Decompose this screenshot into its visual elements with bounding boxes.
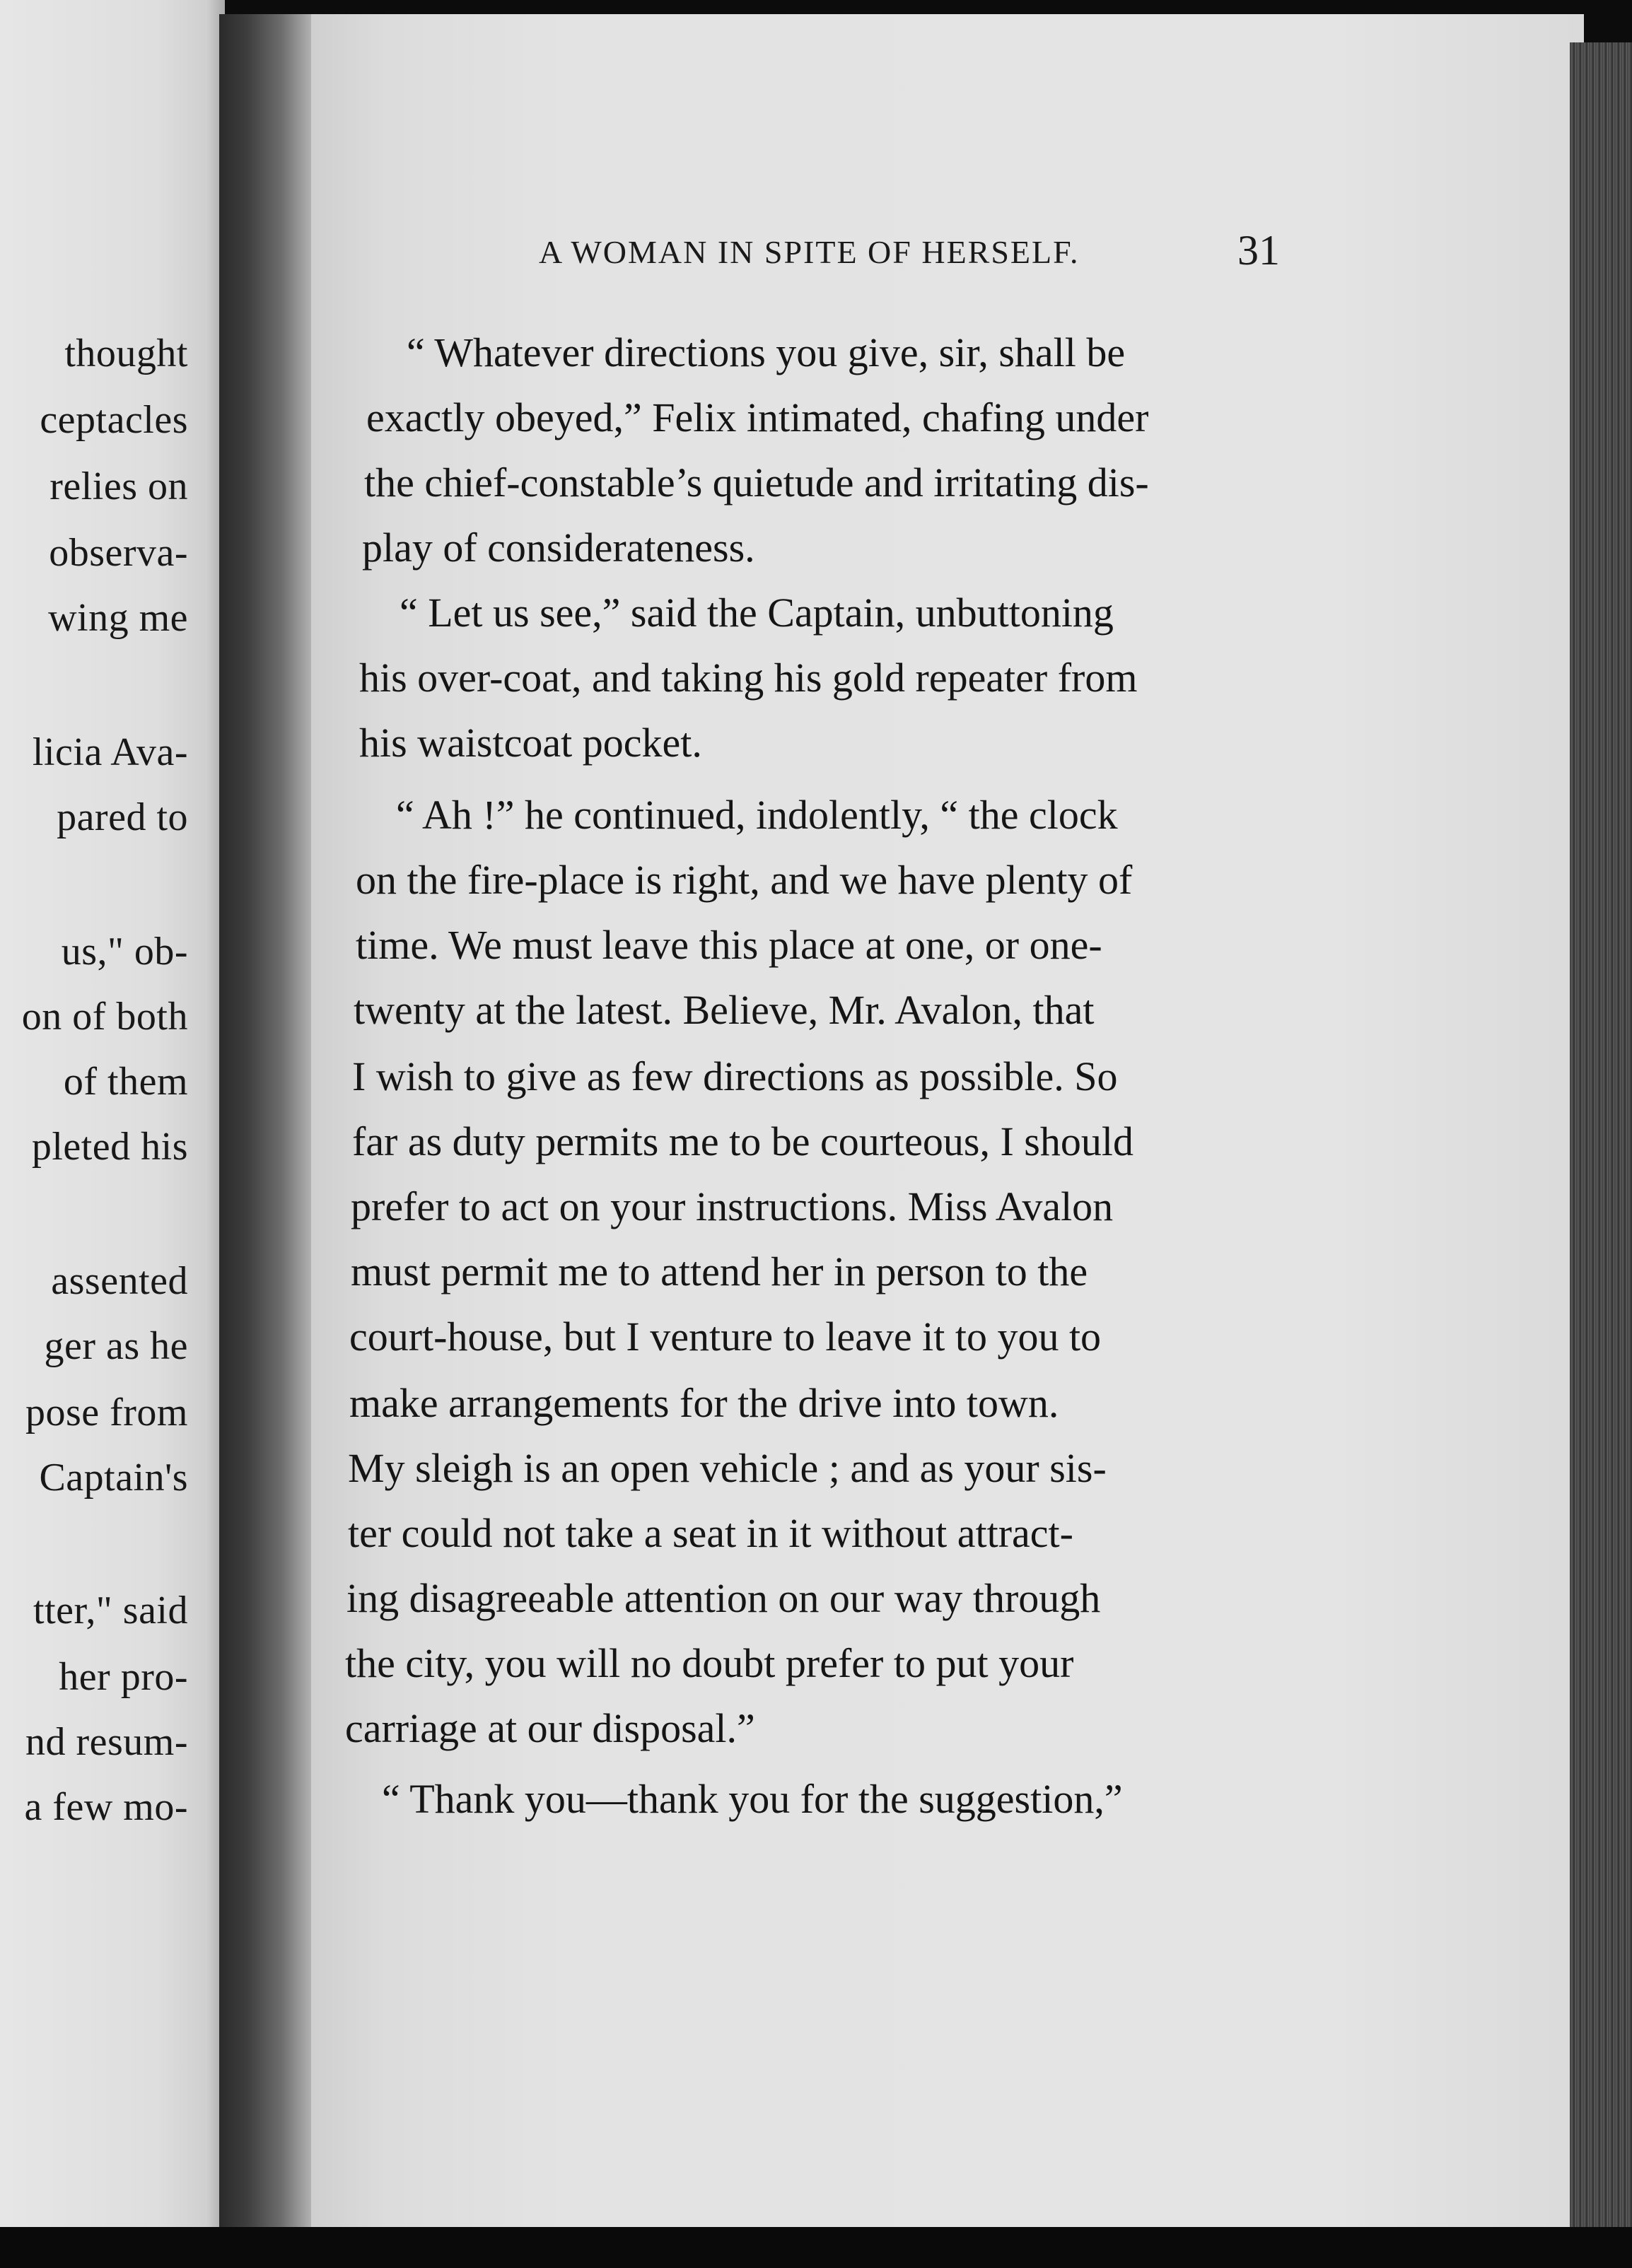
- text-line: ing disagreeable attention on our way through: [346, 1575, 1101, 1621]
- text-line: “ Thank you—thank you for the suggestion,”: [382, 1776, 1123, 1822]
- text-line: exactly obeyed,” Felix intimated, chafing under: [366, 394, 1149, 440]
- text-line: the city, you will no doubt prefer to put your: [345, 1640, 1074, 1686]
- text-line: “ Let us see,” said the Captain, unbuttoning: [400, 590, 1114, 636]
- text-line: play of considerateness.: [362, 525, 755, 571]
- text-line: ter could not take a seat in it without attract-: [348, 1510, 1073, 1556]
- left-line: nd resum-: [25, 1720, 188, 1764]
- left-line: thought: [64, 332, 188, 375]
- left-line: pared to: [57, 795, 188, 839]
- left-line: tter," said: [33, 1589, 188, 1632]
- text-line: “ Ah !” he continued, indolently, “ the clock: [396, 792, 1118, 838]
- running-head: A WOMAN IN SPITE OF HERSELF.: [539, 234, 1080, 270]
- left-line: relies on: [49, 464, 188, 508]
- left-line: pleted his: [31, 1125, 188, 1169]
- left-line: assented: [51, 1259, 188, 1303]
- text-line: make arrangements for the drive into town.: [349, 1380, 1059, 1426]
- text-line: court-house, but I venture to leave it to you to: [349, 1314, 1102, 1360]
- left-line: her pro-: [59, 1655, 188, 1699]
- text-line: “ Whatever directions you give, sir, shall be: [407, 329, 1126, 375]
- text-line: I wish to give as few directions as possible. So: [352, 1053, 1118, 1099]
- left-line: ger as he: [44, 1324, 188, 1368]
- text-line: carriage at our disposal.”: [345, 1705, 755, 1751]
- text-line: prefer to act on your instructions. Miss Avalon: [351, 1183, 1114, 1229]
- left-line: wing me: [48, 596, 188, 640]
- text-line: must permit me to attend her in person to the: [351, 1249, 1088, 1294]
- left-line: ceptacles: [40, 398, 188, 442]
- left-line: on of both: [21, 995, 188, 1039]
- text-line: his over-coat, and taking his gold repeater from: [359, 655, 1138, 701]
- left-line: us," ob-: [61, 930, 188, 974]
- text-line: My sleigh is an open vehicle ; and as your sis-: [348, 1445, 1107, 1491]
- scan-border: [0, 2227, 1632, 2268]
- page-edges: [1570, 42, 1632, 2234]
- left-page: [0, 0, 225, 2227]
- left-line: licia Ava-: [32, 730, 188, 774]
- text-line: the chief-constable’s quietude and irritating dis-: [364, 460, 1149, 505]
- text-line: twenty at the latest. Believe, Mr. Avalon, that: [354, 987, 1095, 1033]
- text-line: his waistcoat pocket.: [359, 720, 702, 766]
- left-line: observa-: [49, 531, 188, 575]
- left-line: pose from: [25, 1391, 188, 1434]
- text-line: far as duty permits me to be courteous, I should: [352, 1118, 1133, 1164]
- left-line: a few mo-: [24, 1785, 188, 1829]
- text-line: time. We must leave this place at one, or one-: [356, 922, 1102, 968]
- left-line: Captain's: [39, 1456, 188, 1500]
- text-line: on the fire-place is right, and we have plenty of: [356, 857, 1133, 903]
- page-number: 31: [1237, 227, 1280, 274]
- left-line: of them: [63, 1060, 188, 1104]
